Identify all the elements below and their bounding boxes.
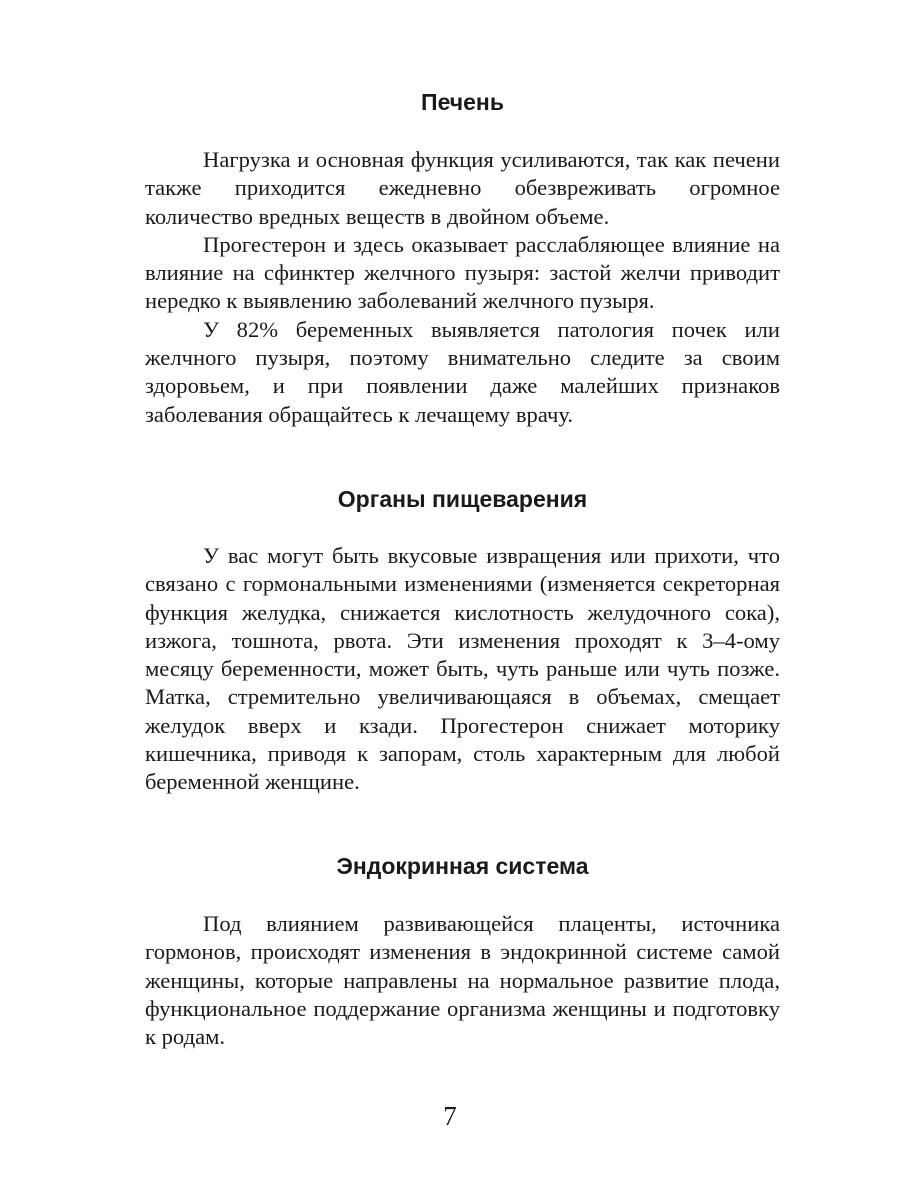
paragraph: У 82% беременных выявляется патология почек или желчного пузыря, поэтому внимательно следите за своим здоровьем, и при появлении даже малейших признаков заболевания обращайтесь к лечащему врачу. bbox=[145, 316, 780, 427]
section-heading-liver: Печень bbox=[421, 89, 504, 115]
section-body-liver bbox=[145, 146, 780, 429]
section-heading-endocrine: Эндокринная система bbox=[336, 853, 589, 879]
paragraph: Нагрузка и основная функция усиливаются, так как печени также приходится ежедневно обезвреживать огромное количество вредных веществ в двойном объеме. bbox=[145, 147, 780, 229]
paragraph: У вас могут быть вкусовые извращения или прихоти, что связано с гормональными изменениями (изменяется секреторная функция желудка, снижается кислотность желудочного сока), изжога, тошнота, рвота. Эти изменения проходят к 3–4-ому месяцу беременности, может быть, чуть раньше или чуть позже. Матка, стремительно увеличивающаяся в объемах, смещает желудок вверх и кзади. Прогестерон снижает моторику кишечника, приводя к запорам, столь характерным для любой беременной женщине. bbox=[145, 543, 780, 795]
section-body-endocrine bbox=[145, 910, 780, 1051]
page-number: 7 bbox=[443, 1101, 457, 1131]
paragraph: Под влиянием развивающейся плаценты, источника гормонов, происходят изменения в эндокринной системе самой женщины, которые направлены на нормальное развитие плода, функциональное поддержание организма женщины и подготовку к родам. bbox=[145, 911, 780, 1050]
section-body-digestion bbox=[145, 542, 780, 797]
section-heading-digestion: Органы пищеварения bbox=[337, 486, 588, 512]
paragraph: Прогестерон и здесь оказывает расслабляющее влияние на влияние на сфинктер желчного пузыря: застой желчи приводит нередко к выявлению заболеваний желчного пузыря. bbox=[145, 231, 780, 314]
